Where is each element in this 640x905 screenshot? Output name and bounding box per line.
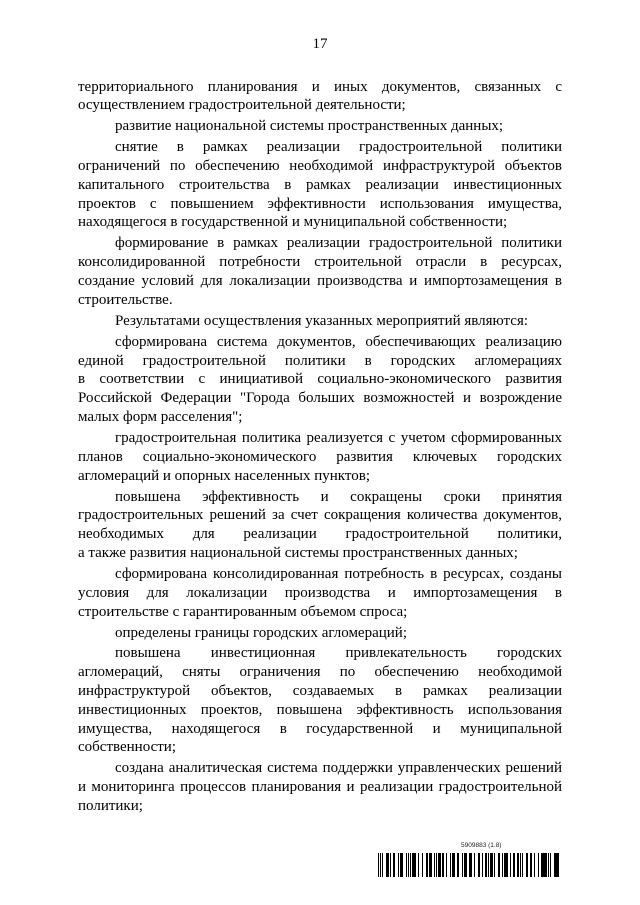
paragraph (78, 78, 562, 116)
paragraph (78, 565, 562, 621)
text-line: территориального планирования и иных документов, связанных с (78, 78, 562, 95)
text-line: условия для локализации производства и импортозамещения в (78, 584, 562, 601)
text-line: создание условий для локализации производства и импортозамещения в (78, 273, 562, 290)
text-line: строительстве. (78, 291, 173, 308)
text-line: Российской Федерации "Города больших возможностей и возрождение (78, 390, 562, 407)
text-line: повышена инвестиционная привлекательность городских (115, 645, 562, 662)
paragraph (78, 333, 562, 427)
paragraph (78, 624, 562, 643)
text-line: в соответствии с инициативой социально-экономического развития (78, 371, 562, 388)
text-line: определены границы городских агломераций; (115, 624, 408, 641)
paragraph (78, 644, 562, 757)
paragraph (78, 138, 562, 232)
page-number: 17 (312, 36, 328, 52)
text-line: осуществлением градостроительной деятельности; (78, 97, 406, 114)
barcode (378, 853, 562, 877)
text-line: политики; (78, 798, 143, 815)
text-line: Результатами осуществления указанных мероприятий являются: (115, 312, 529, 329)
body-text (78, 78, 562, 819)
text-line: градостроительная политика реализуется с учетом сформированных (115, 429, 562, 446)
text-line: проектов с повышением эффективности использования имущества, (78, 195, 562, 212)
paragraph (78, 429, 562, 485)
text-line: инвестиционных проектов, повышена эффективность использования (78, 701, 562, 718)
text-line: повышена эффективность и сокращены сроки принятия (115, 488, 562, 505)
paragraph (78, 488, 562, 563)
paragraph (78, 234, 562, 309)
text-line: создана аналитическая система поддержки управленческих решений (115, 760, 562, 777)
text-line: ограничений по обеспечению необходимой инфраструктурой объектов (78, 158, 562, 175)
text-line: формирование в рамках реализации градостроительной политики (115, 235, 562, 252)
text-line: агломераций и опорных населенных пунктов; (78, 467, 371, 484)
paragraph (78, 117, 562, 136)
text-line: планов социально-экономического развития ключевых городских (78, 448, 562, 465)
text-line: необходимых для реализации градостроительной политики, (78, 526, 562, 543)
text-line: сформирована система документов, обеспечивающих реализацию (115, 333, 562, 350)
text-line: развитие национальной системы пространственных данных; (115, 118, 504, 135)
text-line: инфраструктурой объектов, создаваемых в рамках реализации (78, 683, 562, 700)
paragraph (78, 312, 562, 331)
text-line: консолидированной потребности строительной отрасли в ресурсах, (78, 254, 562, 271)
text-line: единой градостроительной политики в городских агломерациях (78, 352, 562, 369)
text-line: а также развития национальной системы пространственных данных; (78, 544, 518, 561)
text-line: градостроительных решений за счет сокращения количества документов, (78, 507, 562, 524)
text-line: снятие в рамках реализации градостроительной политики (115, 139, 562, 156)
document-code: 5909883 (1.8) (461, 842, 502, 849)
text-line: находящегося в государственной и муниципальной собственности; (78, 214, 508, 231)
text-line: собственности; (78, 739, 176, 756)
text-line: агломераций, сняты ограничения по обеспечению необходимой (78, 664, 562, 681)
text-line: строительстве с гарантированным объемом спроса; (78, 603, 408, 620)
text-line: малых форм расселения"; (78, 408, 243, 425)
text-line: сформирована консолидированная потребность в ресурсах, созданы (115, 565, 562, 582)
text-line: капитального строительства в рамках реализации инвестиционных (78, 176, 562, 193)
text-line: и мониторинга процессов планирования и реализации градостроительной (78, 779, 562, 796)
text-line: имущества, находящегося в государственной и муниципальной (78, 720, 562, 737)
paragraph (78, 759, 562, 815)
